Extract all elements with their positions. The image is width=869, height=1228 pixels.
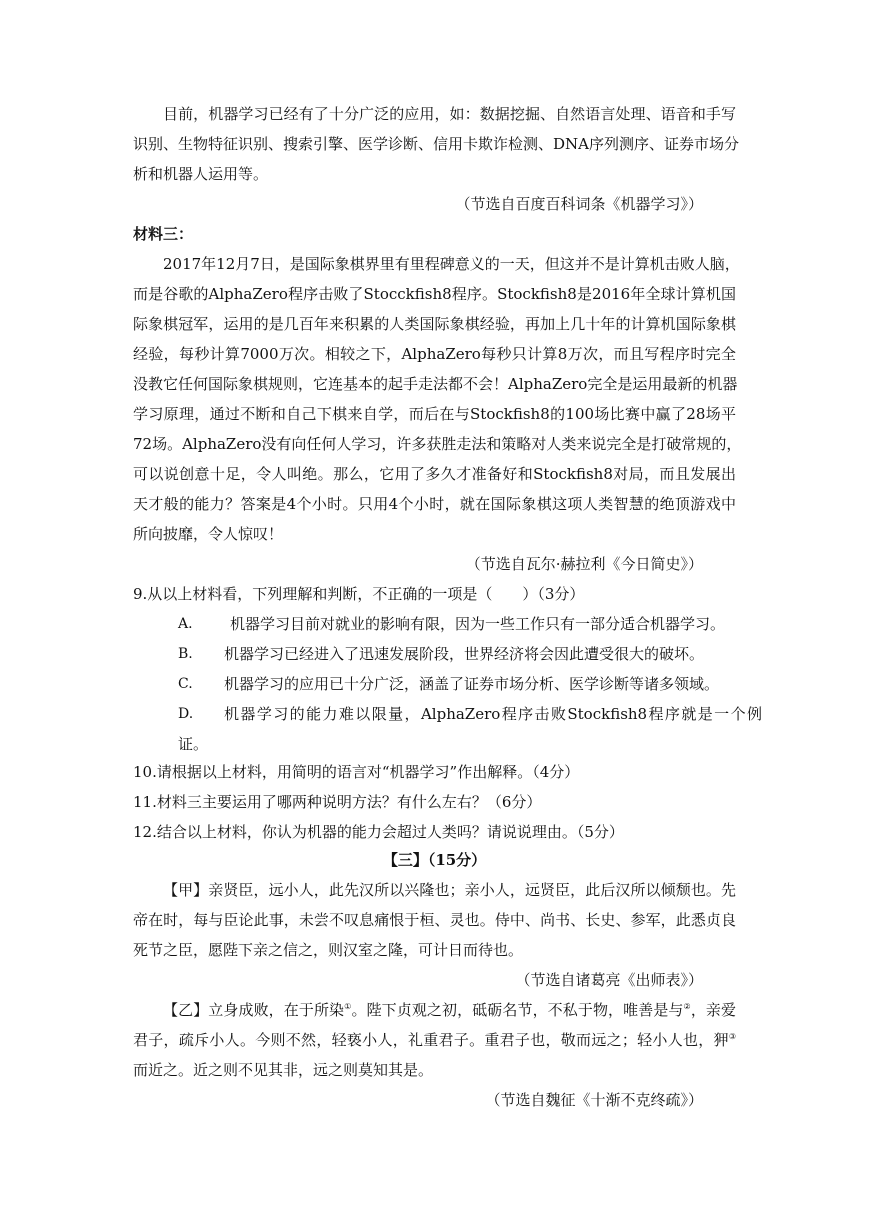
m3-line-9: 天才般的能力？答案是4个小时。只用4个小时，就在国际象棋这项人类智慧的绝顶游戏中: [133, 495, 736, 513]
option-d-text: 机器学习的能力难以限量，AlphaZero程序击败Stockfish8程序就是一个例: [224, 705, 762, 723]
question-10: 10.请根据以上材料，用简明的语言对“机器学习”作出解释。（4分）: [133, 763, 580, 781]
yi-line-1-part-c: ，亲爱: [690, 1001, 737, 1019]
yi-line-2-text: 君子，疏斥小人。今则不然，轻亵小人，礼重君子。重君子也，敬而远之；轻小人也，狎: [133, 1031, 729, 1049]
option-c-text: 机器学习的应用已十分广泛，涵盖了证券市场分析、医学诊断等诸多领域。: [224, 675, 720, 693]
jia-line-3: 死节之臣，愿陛下亲之信之，则汉室之隆，可计日而待也。: [133, 941, 524, 959]
question-11: 11.材料三主要运用了哪两种说明方法？有什么左右？（6分）: [133, 793, 542, 811]
jia-line-2: 帝在时，每与臣论此事，未尝不叹息痛恨于桓、灵也。侍中、尚书、长史、参军，此悉贞良: [133, 911, 736, 929]
intro-line-1: 目前，机器学习已经有了十分广泛的应用，如：数据挖掘、自然语言处理、语音和手写: [163, 105, 736, 123]
m3-line-1: 2017年12月7日，是国际象棋界里有里程碑意义的一天，但这并不是计算机击败人脑，: [163, 255, 740, 273]
yi-line-3: 而近之。近之则不见其非，远之则莫知其是。: [133, 1061, 434, 1079]
source-weizheng: （节选自魏征《十渐不克终疏》）: [485, 1091, 703, 1109]
material-three-title: 材料三：: [133, 225, 194, 243]
yi-line-2: [133, 1030, 736, 1050]
option-c-letter: C.: [178, 676, 193, 692]
source-harari: （节选自瓦尔·赫拉利《今日简史》）: [465, 555, 703, 573]
m3-line-10: 所向披靡，令人惊叹！: [133, 525, 284, 543]
m3-line-4: 经验，每秒计算7000万次。相较之下，AlphaZero每秒只计算8万次，而且写程序时完全: [133, 345, 736, 363]
footnote-marker-1: ①: [344, 1002, 352, 1011]
option-b-letter: B.: [178, 646, 193, 662]
m3-line-8: 可以说创意十足，令人叫绝。那么，它用了多久才准备好和Stockfish8对局，而且发展出: [133, 465, 736, 483]
yi-line-1-part-a: 【乙】立身成败，在于所染: [163, 1001, 345, 1019]
question-9: 9.从以上材料看，下列理解和判断，不正确的一项是（ ）（3分）: [133, 585, 585, 603]
m3-line-6: 学习原理，通过不断和自己下棋来自学，而后在与Stockfish8的100场比赛中赢了28场平: [133, 405, 736, 423]
m3-line-7: 72场。AlphaZero没有向任何人学习，许多获胜走法和策略对人类来说完全是打破常规的，: [133, 435, 742, 453]
m3-line-3: 际象棋冠军，运用的是几百年来积累的人类国际象棋经验，再加上几十年的计算机国际象棋: [133, 315, 736, 333]
option-d-continuation: 证。: [178, 735, 209, 753]
yi-line-1: [163, 1000, 736, 1020]
footnote-marker-3: ③: [728, 1032, 736, 1041]
option-b-text: 机器学习已经进入了迅速发展阶段，世界经济将会因此遭受很大的破坏。: [224, 645, 705, 663]
option-a-letter: A.: [178, 616, 193, 632]
section-three-heading: 【三】（15分）: [382, 851, 487, 869]
yi-line-1-part-b: 。陛下贞观之初，砥砺名节，不私于物，唯善是与: [351, 1001, 684, 1019]
question-12: 12.结合以上材料，你认为机器的能力会超过人类吗？请说说理由。（5分）: [133, 823, 624, 841]
intro-line-2: 识别、生物特征识别、搜索引擎、医学诊断、信用卡欺诈检测、DNA序列测序、证券市场分: [133, 135, 739, 153]
jia-line-1: 【甲】亲贤臣，远小人，此先汉所以兴隆也；亲小人，远贤臣，此后汉所以倾颓也。先: [163, 881, 736, 899]
footnote-marker-2: ②: [683, 1002, 691, 1011]
intro-line-3: 析和机器人运用等。: [133, 165, 269, 183]
m3-line-2: 而是谷歌的AlphaZero程序击败了Stocckfish8程序。Stockfish8是2016年全球计算机国: [133, 285, 736, 303]
source-chushibiao: （节选自诸葛亮《出师表》）: [515, 971, 703, 989]
m3-line-5: 没教它任何国际象棋规则，它连基本的起手走法都不会！AlphaZero完全是运用最新的机器: [133, 375, 738, 393]
option-d-letter: D.: [178, 706, 194, 722]
option-a-text: 机器学习目前对就业的影响有限，因为一些工作只有一部分适合机器学习。: [230, 615, 726, 633]
source-baidu: （节选自百度百科词条《机器学习》）: [455, 195, 703, 213]
